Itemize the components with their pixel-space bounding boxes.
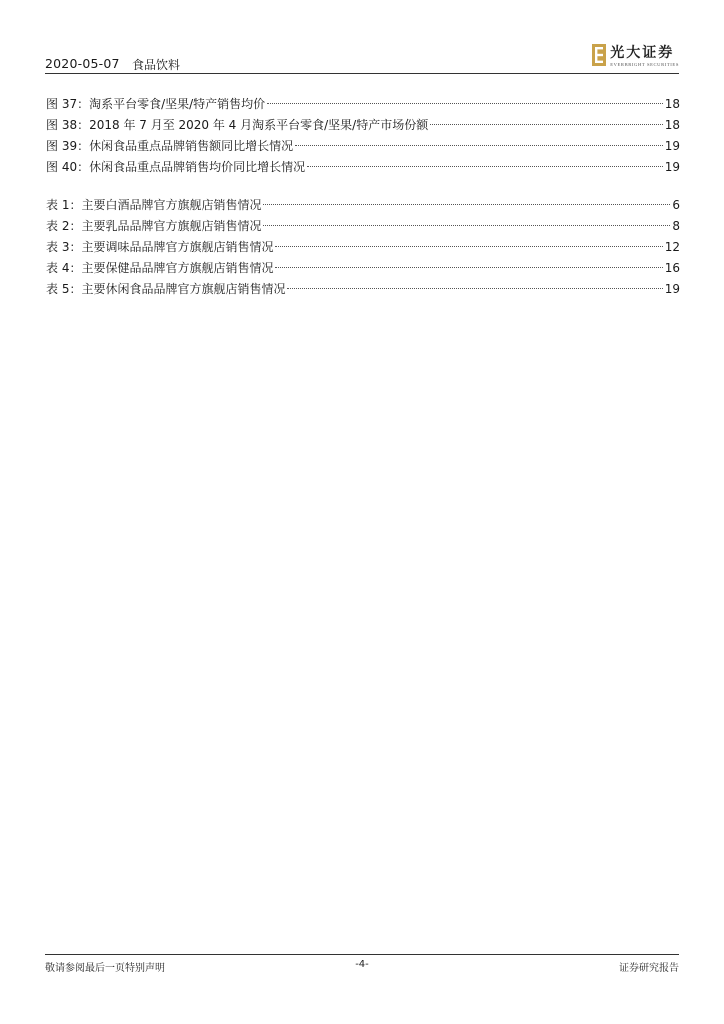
dot-leader — [275, 246, 662, 247]
toc-page-number: 18 — [664, 97, 680, 111]
header-divider — [45, 73, 679, 74]
dot-leader — [430, 124, 662, 125]
dot-leader — [263, 204, 670, 205]
toc-row-table-5[interactable] — [46, 279, 680, 300]
report-date: 2020-05-07 — [45, 56, 120, 71]
table-list — [46, 195, 680, 300]
toc-entry-label: 表 2：主要乳品品牌官方旗舰店销售情况 — [46, 219, 262, 233]
toc-page-number: 8 — [672, 219, 680, 233]
footer-divider — [45, 954, 679, 955]
toc-row-table-1[interactable] — [46, 195, 680, 216]
page-header — [45, 44, 679, 72]
dot-leader — [287, 288, 662, 289]
toc-entry-label: 表 3：主要调味品品牌官方旗舰店销售情况 — [46, 240, 274, 254]
toc-page-number: 12 — [664, 240, 680, 254]
report-type: 证券研究报告 — [619, 963, 679, 974]
toc-page-number: 19 — [664, 139, 680, 153]
page-footer — [45, 959, 679, 975]
toc-row-figure-40[interactable] — [46, 157, 680, 178]
figure-list — [46, 94, 680, 178]
dot-leader — [267, 103, 663, 104]
toc-page-number: 19 — [664, 160, 680, 174]
dot-leader — [307, 166, 663, 167]
toc-row-figure-39[interactable] — [46, 136, 680, 157]
company-logo — [592, 44, 679, 70]
toc-entry-label: 表 4：主要保健品品牌官方旗舰店销售情况 — [46, 261, 274, 275]
logo-name: 光大证券 — [610, 45, 675, 61]
dot-leader — [275, 267, 662, 268]
dot-leader — [263, 225, 670, 226]
logo-subtitle: EVERBRIGHT SECURITIES — [610, 62, 679, 67]
page-number: -4- — [355, 959, 369, 970]
toc-page-number: 19 — [664, 282, 680, 296]
toc-entry-label: 图 40：休闲食品重点品牌销售均价同比增长情况 — [46, 160, 306, 174]
toc-row-figure-37[interactable] — [46, 94, 680, 115]
toc-row-table-2[interactable] — [46, 216, 680, 237]
toc-row-figure-38[interactable] — [46, 115, 680, 136]
toc-entry-label: 图 37：淘系平台零食/坚果/特产销售均价 — [46, 97, 266, 111]
report-category: 食品饮料 — [132, 58, 181, 72]
toc-page-number: 6 — [672, 198, 680, 212]
toc-row-table-3[interactable] — [46, 237, 680, 258]
everbright-logo-icon — [592, 44, 606, 66]
toc-entry-label: 表 5：主要休闲食品品牌官方旗舰店销售情况 — [46, 282, 286, 296]
toc-entry-label: 图 38：2018 年 7 月至 2020 年 4 月淘系平台零食/坚果/特产市场份额 — [46, 118, 429, 132]
dot-leader — [295, 145, 663, 146]
toc-page-number: 18 — [664, 118, 680, 132]
toc-row-table-4[interactable] — [46, 258, 680, 279]
disclaimer-note: 敬请参阅最后一页特别声明 — [45, 963, 165, 974]
toc-entry-label: 图 39：休闲食品重点品牌销售额同比增长情况 — [46, 139, 294, 153]
toc-entry-label: 表 1：主要白酒品牌官方旗舰店销售情况 — [46, 198, 262, 212]
toc-page-number: 16 — [664, 261, 680, 275]
